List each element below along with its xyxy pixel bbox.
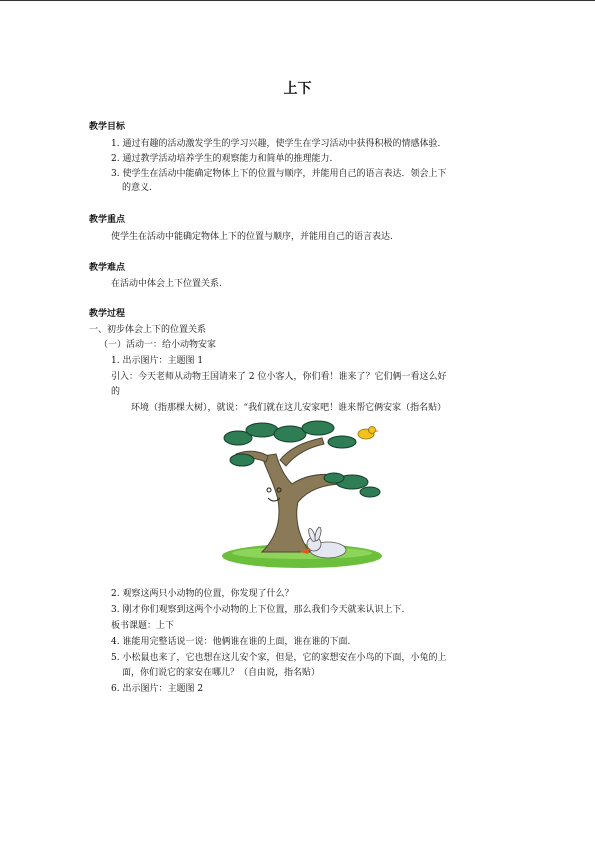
activity-1-title: （一）活动一：给小动物安家 <box>99 340 217 350</box>
step-6-num: 6. <box>111 684 120 694</box>
step-4 <box>111 635 350 649</box>
goals-heading: 教学目标 <box>89 122 126 132</box>
difficulty-heading: 教学难点 <box>89 263 126 273</box>
step-3 <box>111 603 404 617</box>
rabbit <box>307 527 346 558</box>
tree-trunk <box>262 454 344 552</box>
step-5 <box>111 651 446 665</box>
process-heading: 教学过程 <box>89 309 126 319</box>
step-5-num: 5. <box>111 653 120 663</box>
step-2 <box>111 587 293 601</box>
step-5-cont: 面，你们说它的家安在哪儿？（自由说，指名贴） <box>122 668 321 678</box>
goal-3-cont: 的意义. <box>122 183 152 193</box>
goal-1-num: 1. <box>111 139 120 149</box>
step-4-text: 谁能用完整话说一说：他俩谁在谁的上面，谁在谁的下面. <box>122 637 351 647</box>
step-4-num: 4. <box>111 637 120 647</box>
theme-illustration-tree <box>222 420 382 570</box>
step-1-text: 出示图片：主题图 1 <box>122 356 204 366</box>
goal-3 <box>111 167 446 181</box>
intro-line-2: 的 <box>111 387 121 397</box>
goal-3-text: 使学生在活动中能确定物体上下的位置与顺序，并能用自己的语言表达．领会上下 <box>122 169 447 179</box>
goal-2-text: 通过教学活动培养学生的观察能力和简单的推理能力. <box>122 154 333 164</box>
step-3-num: 3. <box>111 605 120 615</box>
board-title: 板书课题：上下 <box>111 621 175 631</box>
goal-2 <box>111 152 332 166</box>
key-text: 使学生在活动中能确定物体上下的位置与顺序，并能用自己的语言表达. <box>111 232 393 242</box>
page-title: 上下 <box>283 81 312 97</box>
step-2-num: 2. <box>111 589 120 599</box>
step-1 <box>111 354 203 368</box>
key-heading: 教学重点 <box>89 215 126 225</box>
step-1-num: 1. <box>111 356 120 366</box>
goal-1-text: 通过有趣的活动激发学生的学习兴趣，使学生在学习活动中获得积极的情感体验. <box>122 139 441 149</box>
step-6 <box>111 682 203 696</box>
goal-3-num: 3. <box>111 169 120 179</box>
intro-line-3: 环境（指那棵大树），就说：“我们就在这儿安家吧！谁来帮它俩安家（指名贴） <box>131 403 447 413</box>
intro-line-1: 引入：今天老师从动物王国请来了 2 位小客人，你们看！谁来了？它们俩一看这么好 <box>111 372 447 382</box>
step-5-text: 小松鼠也来了，它也想在这儿安个家，但是，它的家想安在小鸟的下面，小兔的上 <box>122 653 447 663</box>
step-3-text: 刚才你们观察到这两个小动物的上下位置，那么我们今天就来认识上下. <box>122 605 405 615</box>
goal-2-num: 2. <box>111 154 120 164</box>
step-2-text: 观察这两只小动物的位置，你发现了什么？ <box>122 589 294 599</box>
goal-1 <box>111 137 440 151</box>
page-top-rule <box>0 0 595 1</box>
step-6-text: 出示图片：主题图 2 <box>122 684 204 694</box>
bird <box>358 427 379 440</box>
difficulty-text: 在活动中体会上下位置关系. <box>111 279 222 289</box>
section-1-title: 一、初步体会上下的位置关系 <box>89 325 207 335</box>
